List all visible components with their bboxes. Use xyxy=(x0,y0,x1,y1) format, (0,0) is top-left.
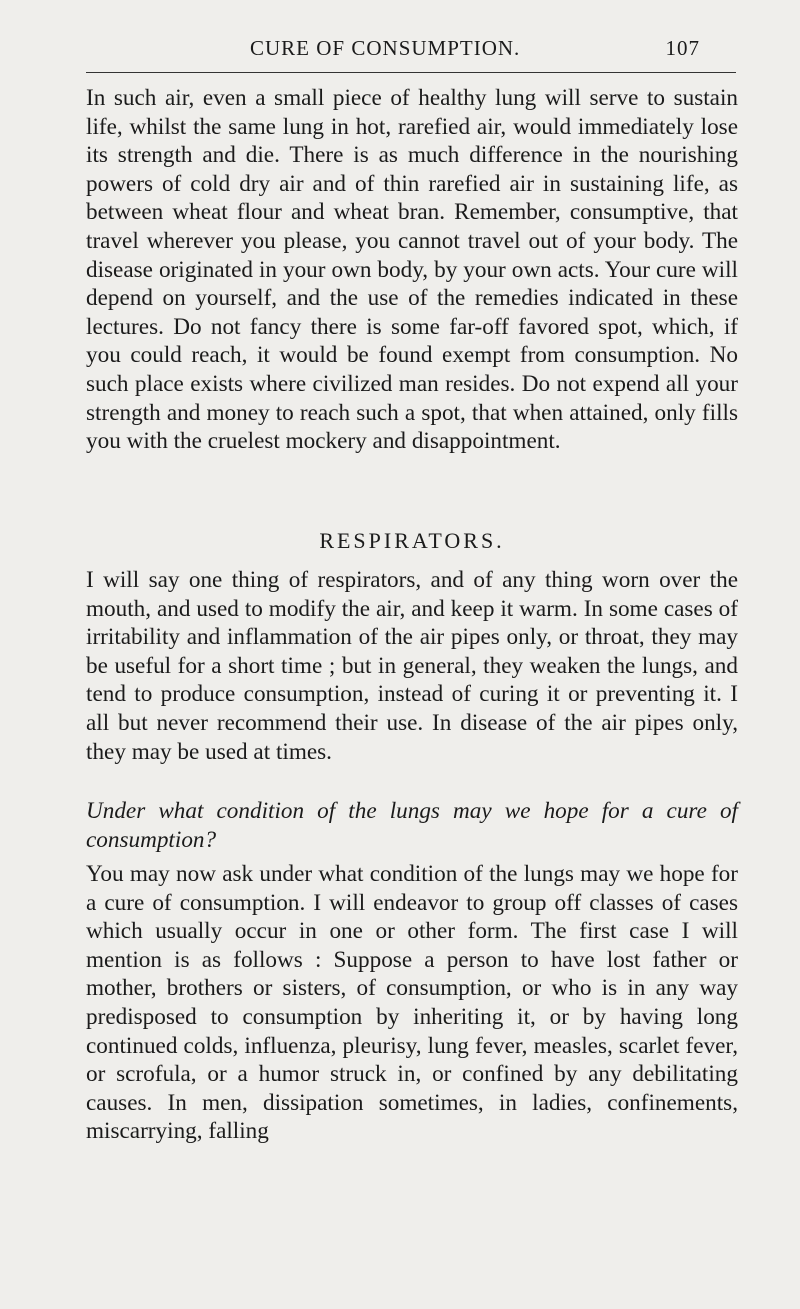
question-text: Under what condition of the lungs may we hope for a cure of consumption? xyxy=(86,798,738,853)
running-title: CURE OF CONSUMPTION. xyxy=(250,36,521,60)
header-rule xyxy=(86,72,736,73)
body-paragraph-2 xyxy=(86,566,738,766)
paragraph-text: I will say one thing of respirators, and of any thing worn over the mouth, and used to modify the air, and keep it warm. In some cases of irritability and inflammation of the air pipes only, or throat, they may be useful for a short time ; but in general, they weaken the lungs, and tend to produce consumption, instead of curing it or preventing it. I all but never recommend their use. In disease of the air pipes only, they may be used at times. xyxy=(86,567,738,765)
paragraph-text: In such air, even a small piece of healthy lung will serve to sustain life, whilst the same lung in hot, rarefied air, would immediately lose its strength and die. There is as much difference in the nourishing powers of cold dry air and of thin rarefied air in sustaining life, as between wheat flour and wheat bran. Remember, consumptive, that travel wherever you please, you cannot travel out of your body. The disease originated in your own body, by your own acts. Your cure will depend on yourself, and the use of the remedies indicated in these lectures. Do not fancy there is some far-off favored spot, which, if you could reach, it would be found exempt from consumption. No such place exists where civilized man resides. Do not expend all your strength and money to reach such a spot, that when attained, only fills you with the cruelest mockery and disappointment. xyxy=(86,85,738,455)
body-paragraph-3 xyxy=(86,860,738,1146)
section-heading: RESPIRATORS. xyxy=(319,528,505,553)
page-number: 107 xyxy=(665,36,700,60)
italic-question-heading xyxy=(86,797,738,854)
paragraph-text: You may now ask under what condition of the lungs may we hope for a cure of consumption. I will endeavor to group off classes of cases which usually occur in one or other form. The first case I will mention is as follows : Suppose a person to have lost father or mother, brothers or sisters, of consumption, or who is in any way predisposed to consumption by inheriting it, or by having long continued colds, influenza, pleurisy, lung fever, measles, scarlet fever, or scrofula, or a humor struck in, or confined by any debilitating causes. In men, dissipation sometimes, in ladies, confinements, miscarrying, falling xyxy=(86,861,738,1145)
running-head xyxy=(250,36,700,66)
body-paragraph-1 xyxy=(86,84,738,456)
